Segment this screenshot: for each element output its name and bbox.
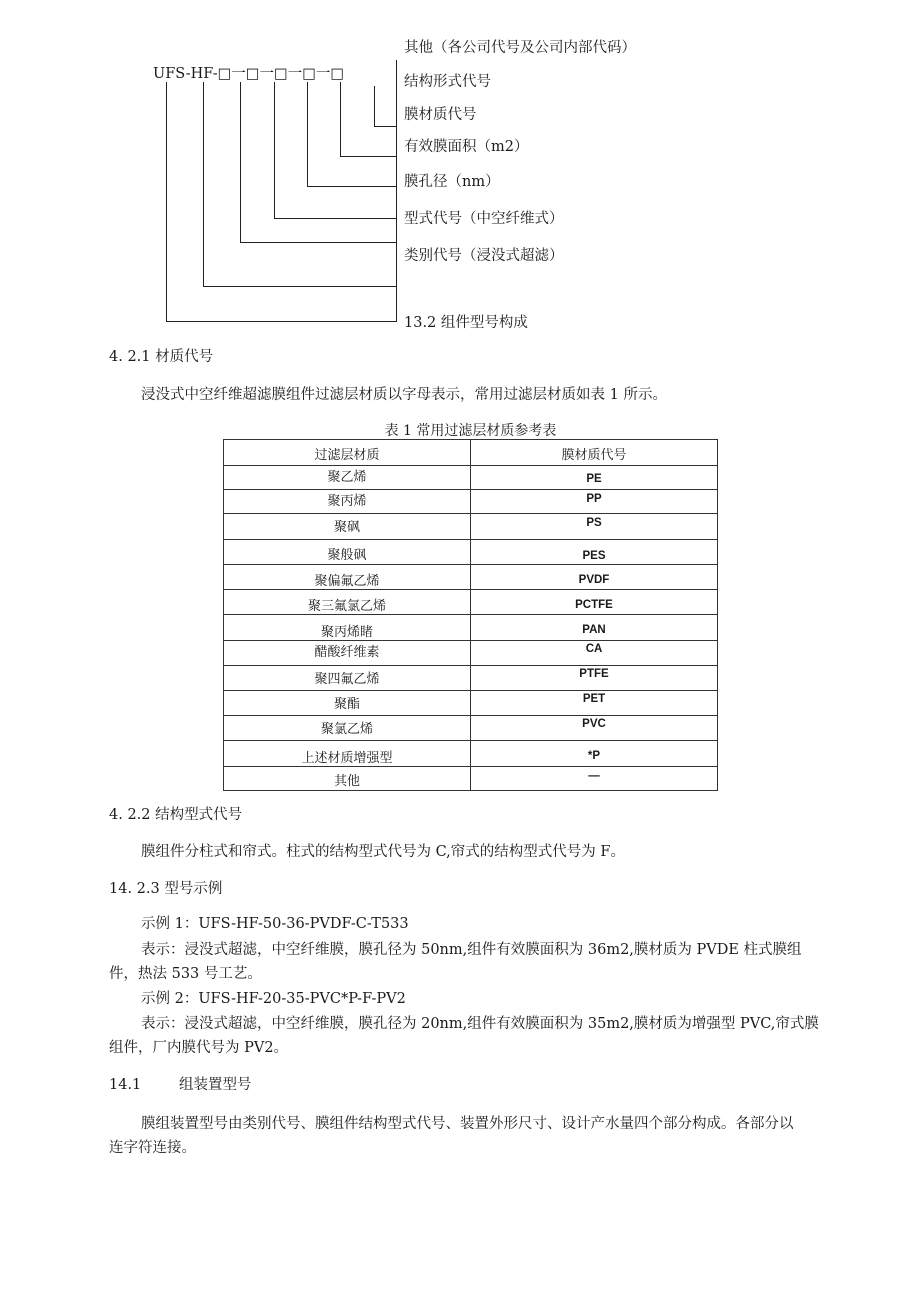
example-2-code: 示例 2：UFS-HF-20-35-PVC*P-F-PV2 (141, 991, 406, 1007)
connector-line (307, 186, 396, 187)
label-area: 有效膜面积（m2） (404, 139, 529, 155)
table-row (224, 716, 718, 741)
code-cell: *P (471, 741, 718, 767)
code-cell: PES (471, 540, 718, 565)
code-cell: PP (471, 490, 718, 514)
label-type: 型式代号（中空纤维式） (404, 211, 564, 227)
material-cell: 聚四氟乙烯 (224, 666, 471, 691)
table-row (224, 666, 718, 691)
table-header-cell: 过滤层材质 (224, 440, 471, 466)
code-cell: PVC (471, 716, 718, 741)
table-row (224, 490, 718, 514)
material-cell: 聚般砜 (224, 540, 471, 565)
label-category: 类别代号（浸没式超滤） (404, 248, 564, 264)
example-1-description: 表示：浸没式超滤，中空纤维膜，膜孔径为 50nm,组件有效膜面积为 36m2,膜材质为 PVDE 柱式膜组 (141, 942, 802, 958)
code-cell: PVDF (471, 565, 718, 590)
material-cell: 聚偏氟乙烯 (224, 565, 471, 590)
section-2-2-paragraph: 膜组件分柱式和帘式。柱式的结构型式代号为 C,帘式的结构型式代号为 F。 (141, 844, 625, 860)
section-2-1-paragraph: 浸没式中空纤维超滤膜组件过滤层材质以字母表示，常用过滤层材质如表 1 所示。 (141, 387, 667, 403)
connector-line (166, 321, 396, 322)
connector-line (203, 286, 396, 287)
connector-line (166, 82, 167, 322)
table-row (224, 691, 718, 716)
code-cell: PET (471, 691, 718, 716)
table-row (224, 540, 718, 565)
connector-line (240, 242, 396, 243)
table-row (224, 767, 718, 791)
material-cell: 聚丙烯睹 (224, 615, 471, 641)
label-other: 其他（各公司代号及公司内部代码） (404, 40, 636, 56)
section-14-1-title: 组装置型号 (179, 1077, 252, 1093)
table-header-row (224, 440, 718, 466)
example-2-description-cont: 组件，厂内膜代号为 PV2。 (109, 1040, 289, 1056)
label-structure: 结构形式代号 (404, 74, 491, 90)
section-2-3-heading: 14. 2.3 型号示例 (109, 881, 223, 897)
example-2-description: 表示：浸没式超滤，中空纤维膜，膜孔径为 20nm,组件有效膜面积为 35m2,膜材质为增强型 PVC,帘式膜 (141, 1016, 819, 1032)
label-pore: 膜孔径（nm） (404, 174, 500, 190)
table-row (224, 565, 718, 590)
material-cell: 醋酸纤维素 (224, 641, 471, 666)
example-1-code: 示例 1：UFS-HF-50-36-PVDF-C-T533 (141, 916, 409, 932)
table-row (224, 590, 718, 615)
table-row (224, 741, 718, 767)
connector-line (203, 82, 204, 287)
material-cell: 聚乙烯 (224, 466, 471, 490)
material-table (223, 439, 718, 791)
material-cell: 聚酯 (224, 691, 471, 716)
material-cell: 聚砜 (224, 514, 471, 540)
table-caption: 表 1 常用过滤层材质参考表 (384, 423, 557, 439)
table-row (224, 514, 718, 540)
material-cell: 聚丙烯 (224, 490, 471, 514)
table-header-cell: 膜材质代号 (471, 440, 718, 466)
connector-line (374, 126, 396, 127)
section-2-1-heading: 4. 2.1 材质代号 (109, 349, 214, 365)
model-code-prefix: UFS-HF-□一□一□一□一□ (153, 66, 345, 82)
label-composition: 13.2 组件型号构成 (404, 315, 528, 331)
code-cell: PAN (471, 615, 718, 641)
connector-line (274, 218, 396, 219)
section-14-1-paragraph: 膜组装置型号由类别代号、膜组件结构型式代号、装置外形尺寸、设计产水量四个部分构成。各部分以 (141, 1116, 794, 1132)
material-cell: 上述材质增强型 (224, 741, 471, 767)
connector-line (274, 82, 275, 219)
example-1-description-cont: 件，热法 533 号工艺。 (109, 966, 262, 982)
connector-line (374, 86, 375, 127)
label-material: 膜材质代号 (404, 107, 477, 123)
code-cell: PTFE (471, 666, 718, 691)
code-cell: CA (471, 641, 718, 666)
connector-line (396, 60, 397, 322)
code-cell: PCTFE (471, 590, 718, 615)
table-row (224, 466, 718, 490)
table-row (224, 615, 718, 641)
connector-line (240, 82, 241, 243)
material-cell: 其他 (224, 767, 471, 791)
table-row (224, 641, 718, 666)
section-14-1-number: 14.1 (109, 1077, 142, 1093)
code-cell: PS (471, 514, 718, 540)
material-cell: 聚氯乙烯 (224, 716, 471, 741)
connector-line (340, 82, 341, 157)
code-cell: — (471, 767, 718, 791)
connector-line (340, 156, 396, 157)
material-cell: 聚三氟氯乙烯 (224, 590, 471, 615)
section-14-1-paragraph-cont: 连字符连接。 (109, 1140, 196, 1156)
section-2-2-heading: 4. 2.2 结构型式代号 (109, 807, 243, 823)
connector-line (307, 82, 308, 187)
code-cell: PE (471, 466, 718, 490)
